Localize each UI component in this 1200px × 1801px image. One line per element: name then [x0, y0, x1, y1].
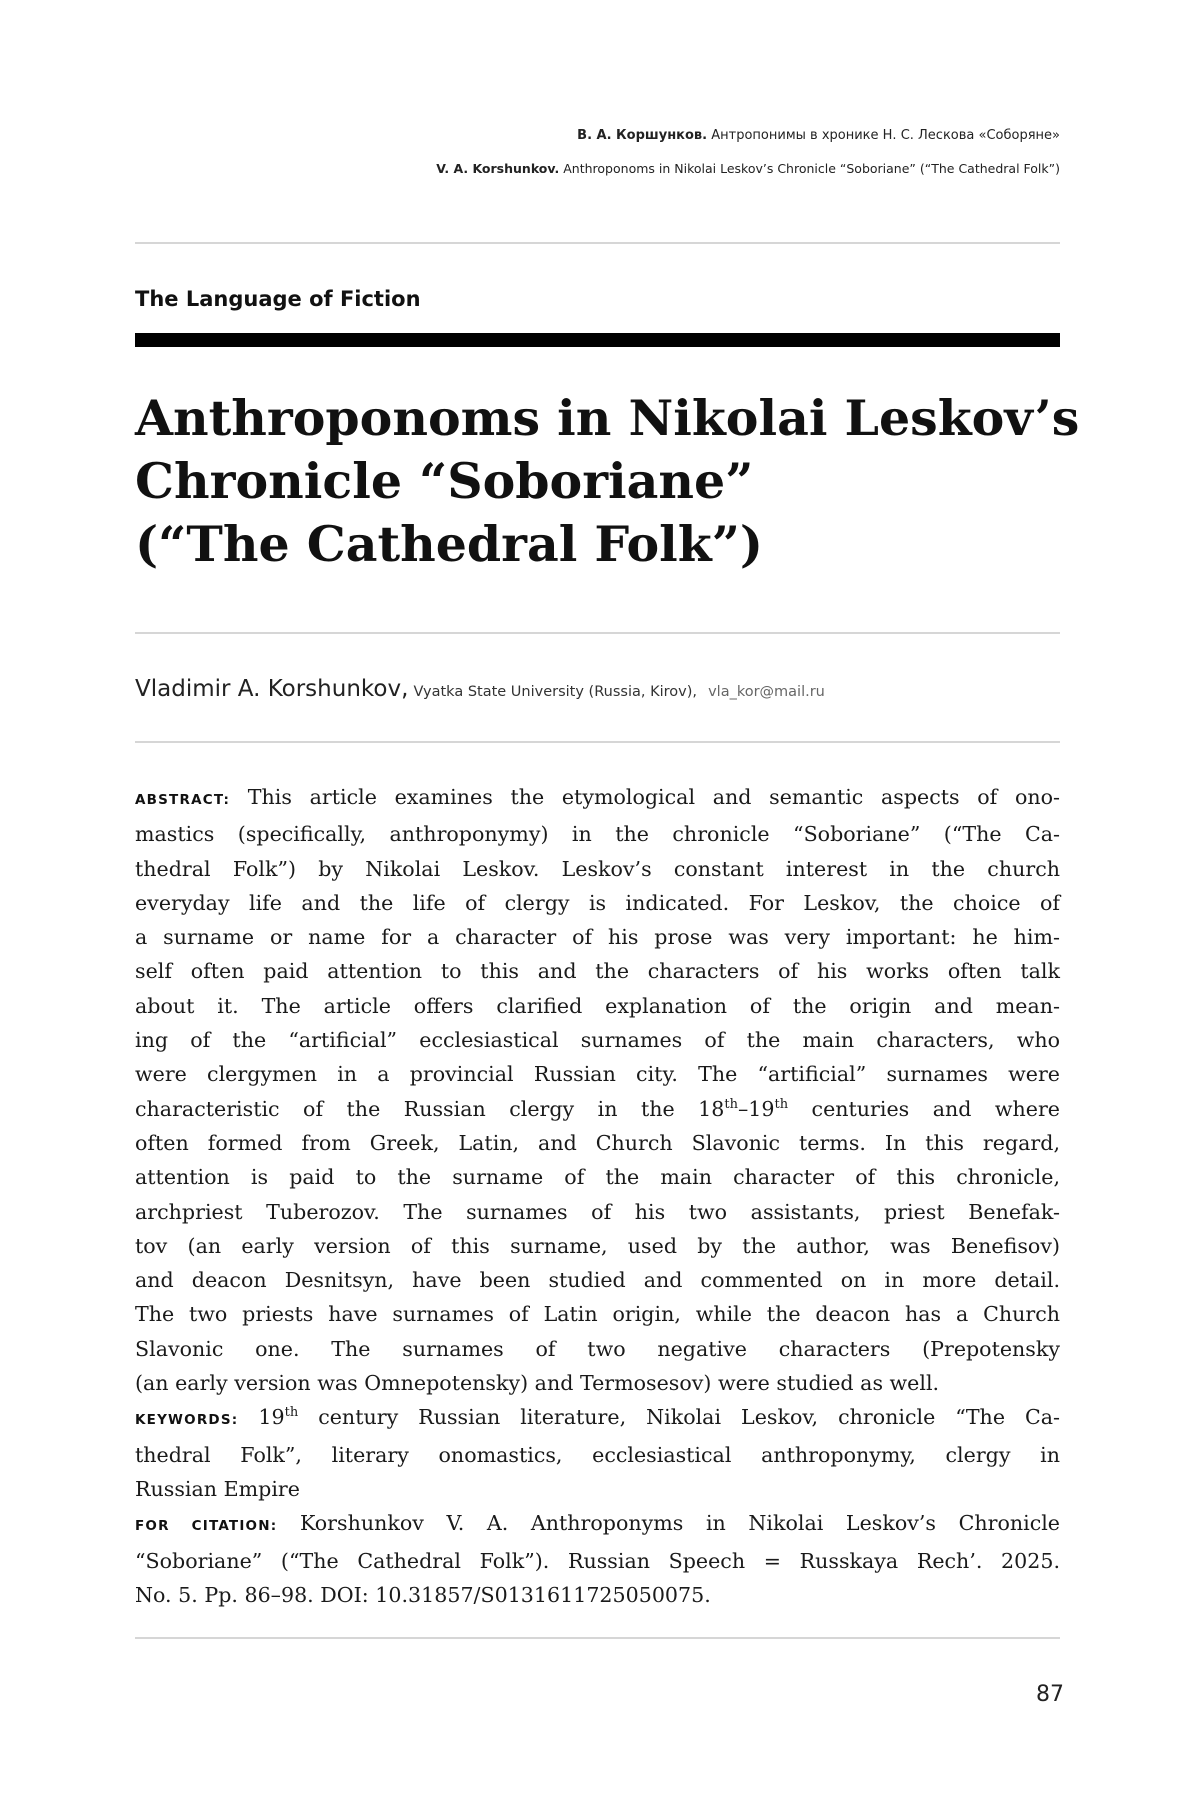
title-line: Chronicle “Soboriane”: [135, 452, 754, 510]
divider-bottom: [135, 1637, 1060, 1639]
keywords-line: KEYWORDS: 19th century Russian literature, Nikolai Leskov, chronicle “The Ca-: [135, 1405, 1061, 1430]
abstract-line: mastics (specifically, anthroponymy) in the chronicle “Soboriane” (“The Ca-: [135, 822, 1060, 847]
citation-line: “Soboriane” (“The Cathedral Folk”). Russian Speech = Russkaya Rech’. 2025.: [135, 1548, 1060, 1573]
abstract-line: archpriest Tuberozov. The surnames of his two assistants, priest Benefak-: [135, 1199, 1060, 1224]
abstract-line: characteristic of the Russian clergy in the 18th–19th centuries and where: [135, 1096, 1060, 1121]
abstract-label: ABSTRACT:: [135, 792, 231, 808]
abstract-line: (an early version was Omnepotensky) and Termosesov) were studied as well.: [135, 1371, 940, 1396]
section-label: The Language of Fiction: [135, 287, 421, 311]
abstract-line: Slavonic one. The surnames of two negative characters (Prepotensky: [135, 1336, 1060, 1361]
author-email[interactable]: vla_kor@mail.ru: [708, 684, 825, 700]
section-rule: [135, 333, 1060, 347]
abstract-line: and deacon Desnitsyn, have been studied and commented on in more detail.: [135, 1268, 1060, 1293]
citation-line: FOR CITATION: Korshunkov V. A. Anthroponyms in Nikolai Leskov’s Chronicle: [135, 1511, 1060, 1536]
abstract-line: were clergymen in a provincial Russian city. The “artificial” surnames were: [135, 1062, 1060, 1087]
abstract-line: tov (an early version of this surname, used by the author, was Benefisov): [135, 1233, 1060, 1258]
running-head-en-title: Anthroponoms in Nikolai Leskov’s Chronicle “Soboriane” (“The Cathedral Folk”): [563, 161, 1060, 176]
citation-label: FOR CITATION:: [135, 1518, 278, 1535]
keywords-line: Russian Empire: [135, 1476, 300, 1501]
abstract-line: self often paid attention to this and the characters of his works often talk: [135, 959, 1060, 984]
title-line: (“The Cathedral Folk”): [135, 515, 764, 573]
running-head-en-author: V. A. Korshunkov.: [436, 161, 560, 176]
running-head-ru-author: В. А. Коршунков.: [577, 128, 708, 143]
author-affiliation: Vyatka State University (Russia, Kirov),: [413, 684, 697, 700]
abstract-line: ABSTRACT: This article examines the etymological and semantic aspects of ono-: [135, 785, 1061, 809]
author-info: [135, 676, 825, 702]
abstract-block: [135, 780, 1060, 1612]
page-number: 87: [1036, 1682, 1064, 1707]
running-head-russian: [577, 128, 1060, 143]
keywords: [135, 1400, 1060, 1506]
citation: [135, 1506, 1060, 1612]
running-head-english: [436, 161, 1060, 176]
keywords-label: KEYWORDS:: [135, 1412, 239, 1429]
citation-line: No. 5. Pp. 86–98. DOI: 10.31857/S0131611725050075.: [135, 1582, 711, 1607]
abstract-line: everyday life and the life of clergy is indicated. For Leskov, the choice of: [135, 890, 1060, 915]
author-name: Vladimir A. Korshunkov,: [135, 676, 409, 702]
abstract-line: thedral Folk”) by Nikolai Leskov. Leskov’s constant interest in the church: [135, 856, 1060, 881]
abstract: [135, 780, 1060, 1400]
abstract-line: often formed from Greek, Latin, and Church Slavonic terms. In this regard,: [135, 1130, 1060, 1155]
divider-top: [135, 242, 1060, 244]
article-title: [135, 387, 1080, 576]
abstract-line: The two priests have surnames of Latin origin, while the deacon has a Church: [135, 1302, 1060, 1327]
keywords-line: thedral Folk”, literary onomastics, ecclesiastical anthroponymy, clergy in: [135, 1442, 1060, 1467]
abstract-line: about it. The article offers clarified explanation of the origin and mean-: [135, 993, 1060, 1018]
abstract-line: a surname or name for a character of his prose was very important: he him-: [135, 925, 1060, 950]
running-head-ru-title: Антропонимы в хронике Н. С. Лескова «Соборяне»: [711, 128, 1060, 143]
divider-author: [135, 741, 1060, 743]
abstract-line: ing of the “artificial” ecclesiastical surnames of the main characters, who: [135, 1028, 1060, 1053]
title-line: Anthroponoms in Nikolai Leskov’s: [135, 389, 1080, 447]
abstract-line: attention is paid to the surname of the main character of this chronicle,: [135, 1165, 1060, 1190]
divider-title: [135, 632, 1060, 634]
